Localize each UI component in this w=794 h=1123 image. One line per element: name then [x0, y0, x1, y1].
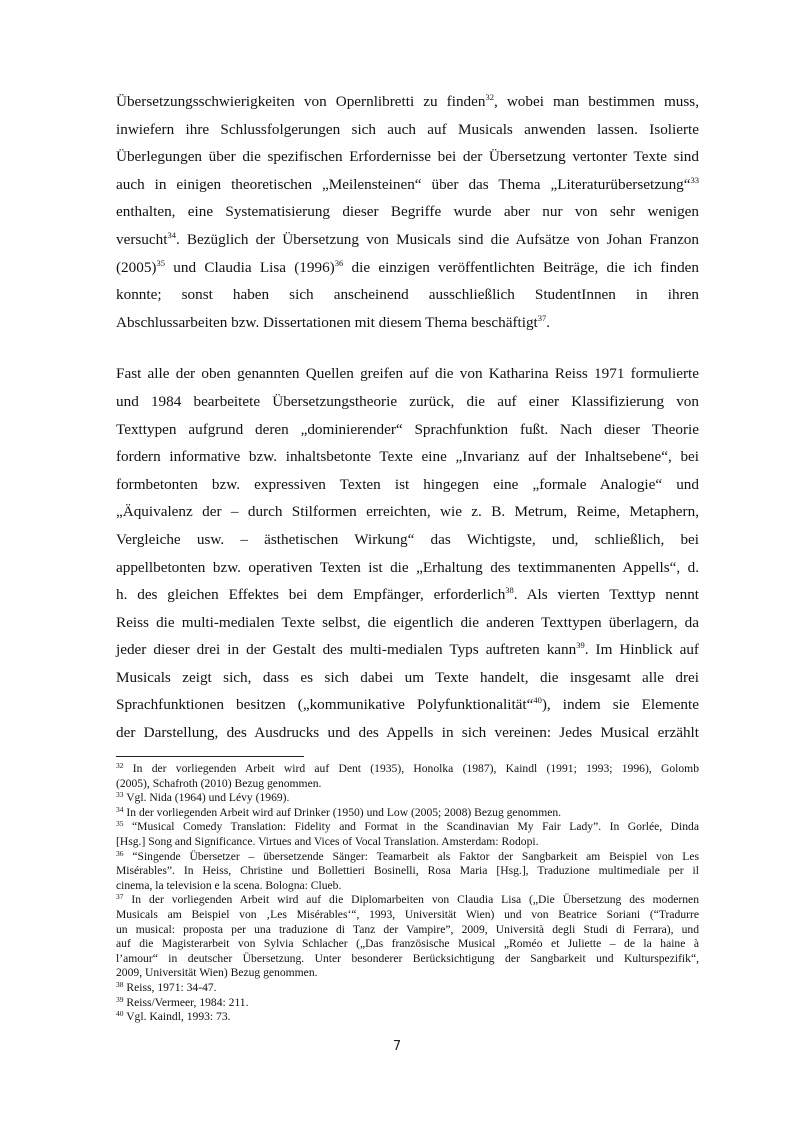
text-line	[116, 471, 699, 499]
text-segment: „Äquivalenz der – durch Stilformen erreichten, wie z. B. Metrum, Reime, Metaphern,	[116, 503, 699, 521]
footnote-line	[116, 981, 699, 996]
footnote	[116, 850, 699, 894]
text-line	[116, 116, 699, 144]
footnote-text: un musical: proposta per una traduzione di Tanz der Vampire”, 2009, Università degli Studi di Ferrara), und	[116, 922, 699, 936]
footnote-line	[116, 762, 699, 777]
footnote-separator	[116, 756, 304, 757]
text-line	[116, 664, 699, 692]
footnote-ref: 33	[690, 174, 699, 185]
text-line	[116, 416, 699, 444]
text-segment: . Bezüglich der Übersetzung von Musicals sind die Aufsätze von Johan Franzon	[175, 230, 699, 248]
text-line	[116, 88, 699, 116]
page-number: 7	[392, 1039, 402, 1054]
text-segment: h. des gleichen Effektes bei dem Empfänger, erforderlich	[116, 586, 506, 604]
footnote-line	[116, 835, 699, 850]
text-segment: Fast alle der oben genannten Quellen greifen auf die von Katharina Reiss 1971 formulierte	[116, 365, 699, 383]
footnote-line	[116, 864, 699, 879]
footnote-ref: 38	[505, 585, 514, 596]
text-segment: . Im Hinblick auf	[584, 641, 699, 659]
footnote	[116, 791, 699, 806]
text-segment: Musicals zeigt sich, dass es sich dabei um Texte handelt, die insgesamt alle drei	[116, 668, 699, 686]
paragraph	[116, 88, 699, 336]
footnote	[116, 893, 699, 981]
text-segment: inwiefern ihre Schlussfolgerungen sich auch auf Musicals anwenden lassen. Isolierte	[116, 120, 699, 138]
text-segment: auch in einigen theoretischen „Meilensteinen“ über das Thema „Literaturübersetzung“	[116, 175, 691, 193]
footnotes	[116, 762, 699, 1025]
footnote-number: 37	[116, 892, 124, 902]
text-line	[116, 143, 699, 171]
footnote-text: auf die Magisterarbeit von Sylvia Schlacher („Das französische Musical „Roméo et Juliette – de la haine à	[116, 937, 699, 951]
footnote-text: (2005), Schafroth (2010) Bezug genommen.	[116, 776, 322, 790]
text-line	[116, 609, 699, 637]
text-segment: Überlegungen über die spezifischen Erfordernisse bei der Übersetzung vertonter Texte sind	[116, 148, 699, 166]
footnote-number: 34	[116, 804, 124, 814]
text-segment: .	[546, 313, 551, 331]
text-segment: ), indem sie Elemente	[541, 696, 699, 714]
footnote-text: Musicals am Beispiel von ‚Les Misérables‘“, 1993, Universität Wien) und von Beatrice Soriani (“Tradurre	[116, 907, 699, 921]
footnote-line	[116, 996, 699, 1011]
footnote-text: Reiss, 1971: 34-47.	[123, 980, 217, 994]
footnote-ref: 37	[537, 312, 547, 323]
text-line	[116, 198, 699, 226]
footnote-line	[116, 806, 699, 821]
text-segment: jeder dieser drei in der Gestalt des multi-medialen Typs auftreten kann	[116, 641, 577, 659]
footnote-number: 32	[116, 761, 124, 770]
text-line	[116, 388, 699, 416]
footnote-text: In der vorliegenden Arbeit wird auf Dent (1935), Honolka (1987), Kaindl (1991; 1993; 1996), Golomb	[123, 762, 699, 775]
text-line	[116, 581, 699, 609]
footnote-number: 36	[116, 848, 124, 858]
footnote-text: Vgl. Nida (1964) und Lévy (1969).	[123, 791, 290, 805]
text-segment: Abschlussarbeiten bzw. Dissertationen mit diesem Thema beschäftigt	[116, 313, 538, 331]
text-segment: Texttypen aufgrund deren „dominierender“ Sprachfunktion fußt. Nach dieser Theorie	[116, 420, 699, 438]
text-line	[116, 309, 699, 337]
text-line	[116, 498, 699, 526]
footnote-text: Reiss/Vermeer, 1984: 211.	[123, 995, 249, 1009]
footnote-line	[116, 908, 699, 923]
footnote-text: “Singende Übersetzer – übersetzende Sänger: Teamarbeit als Faktor der Sangbarkeit am Beispiel von Les	[123, 849, 699, 863]
footnote-ref: 40	[533, 695, 542, 706]
footnote-number: 33	[116, 790, 124, 800]
text-segment: , wobei man bestimmen muss,	[493, 93, 699, 110]
text-segment: Sprachfunktionen besitzen („kommunikative Polyfunktionalität“	[116, 696, 534, 714]
text-line	[116, 281, 699, 309]
footnote-line	[116, 791, 699, 806]
text-segment: Reiss die multi-medialen Texte selbst, die eigentlich die anderen Texttypen überlagern, da	[116, 613, 699, 631]
text-line	[116, 443, 699, 471]
text-segment: Vergleiche usw. – ästhetischen Wirkung“ das Wichtigste, und, schließlich, bei	[116, 530, 699, 548]
text-segment: (2005)	[116, 258, 157, 276]
text-segment: formbetonten bzw. expressiven Texten ist hingegen eine „formale Analogie“ und	[116, 475, 699, 493]
footnote-number: 40	[116, 1009, 124, 1019]
footnote-text: cinema, la television e la scena. Bologna: Clueb.	[116, 878, 342, 892]
text-segment: fordern informative bzw. inhaltsbetonte Texte eine „Invarianz auf der Inhaltsebene“, bei	[116, 448, 699, 466]
footnote	[116, 762, 699, 791]
footnote-line	[116, 893, 699, 908]
footnote-text: “Musical Comedy Translation: Fidelity and Format in the Scandinavian My Fair Lady”. In Gorlée, Dinda	[123, 820, 699, 834]
footnote-text: Vgl. Kaindl, 1993: 73.	[123, 1010, 231, 1024]
footnote-line	[116, 850, 699, 865]
text-segment: der Darstellung, des Ausdrucks und des Appells in sich vereinen: Jedes Musical erzählt	[116, 724, 699, 742]
footnote	[116, 1010, 699, 1025]
footnote-ref: 36	[334, 257, 344, 268]
text-line	[116, 719, 699, 747]
footnote	[116, 820, 699, 849]
text-segment: . Als vierten Texttyp nennt	[513, 586, 700, 604]
footnote-line	[116, 952, 699, 967]
footnote-line	[116, 937, 699, 952]
text-segment: versucht	[116, 230, 168, 248]
footnote	[116, 806, 699, 821]
text-line	[116, 360, 699, 388]
text-line	[116, 254, 699, 282]
text-line	[116, 691, 699, 719]
footnote	[116, 981, 699, 996]
text-segment: enthalten, eine Systematisierung dieser Begriffe wurde aber nur von sehr wenigen	[116, 203, 699, 221]
footnote-text: In der vorliegenden Arbeit wird auf die Diplomarbeiten von Claudia Lisa („Die Übersetzung des modernen	[123, 893, 699, 907]
footnote-number: 39	[116, 994, 124, 1004]
text-line	[116, 226, 699, 254]
text-line	[116, 636, 699, 664]
text-segment: Übersetzungsschwierigkeiten von Opernlibretti zu finden	[116, 93, 486, 110]
footnote-ref: 39	[576, 640, 585, 651]
footnote-text: Misérables”. In Heiss, Christine und Bollettieri Bosinelli, Rosa Maria [Hsg.], Traduzione multimediale per il	[116, 864, 699, 878]
footnote-line	[116, 820, 699, 835]
paragraph	[116, 360, 699, 746]
footnote-ref: 35	[156, 257, 165, 268]
footnote-number: 38	[116, 979, 124, 989]
footnote	[116, 996, 699, 1011]
footnote-line	[116, 879, 699, 894]
text-segment: und Claudia Lisa (1996)	[165, 258, 335, 276]
footnote-text: l’amour“ in deutscher Übersetzung. Unter besonderer Berücksichtigung der Sangbarkeit und Kulturspezifik“,	[116, 951, 699, 965]
footnote-ref: 34	[167, 229, 176, 240]
footnote-ref: 32	[485, 92, 494, 102]
text-line	[116, 554, 699, 582]
text-line	[116, 171, 699, 199]
footnote-line	[116, 1010, 699, 1025]
footnote-line	[116, 923, 699, 938]
text-line	[116, 526, 699, 554]
footnote-text: [Hsg.] Song and Significance. Virtues and Vices of Vocal Translation. Amsterdam: Rodopi.	[116, 834, 539, 848]
footnote-number: 35	[116, 819, 124, 829]
footnote-text: In der vorliegenden Arbeit wird auf Drinker (1950) und Low (2005; 2008) Bezug genommen.	[123, 805, 562, 819]
text-segment: und 1984 bearbeitete Übersetzungstheorie zurück, die auf einer Klassifizierung von	[116, 392, 699, 410]
text-segment: die einzigen veröffentlichten Beiträge, die ich finden	[343, 258, 699, 276]
footnote-line	[116, 777, 699, 792]
footnote-line	[116, 966, 699, 981]
text-segment: appellbetonten bzw. operativen Texten ist die „Erhaltung des textimmanenten Appells“, d.	[116, 558, 699, 576]
footnote-text: 2009, Universität Wien) Bezug genommen.	[116, 966, 318, 980]
body-text	[116, 88, 699, 771]
text-segment: konnte; sonst haben sich anscheinend ausschließlich StudentInnen in ihren	[116, 286, 699, 304]
